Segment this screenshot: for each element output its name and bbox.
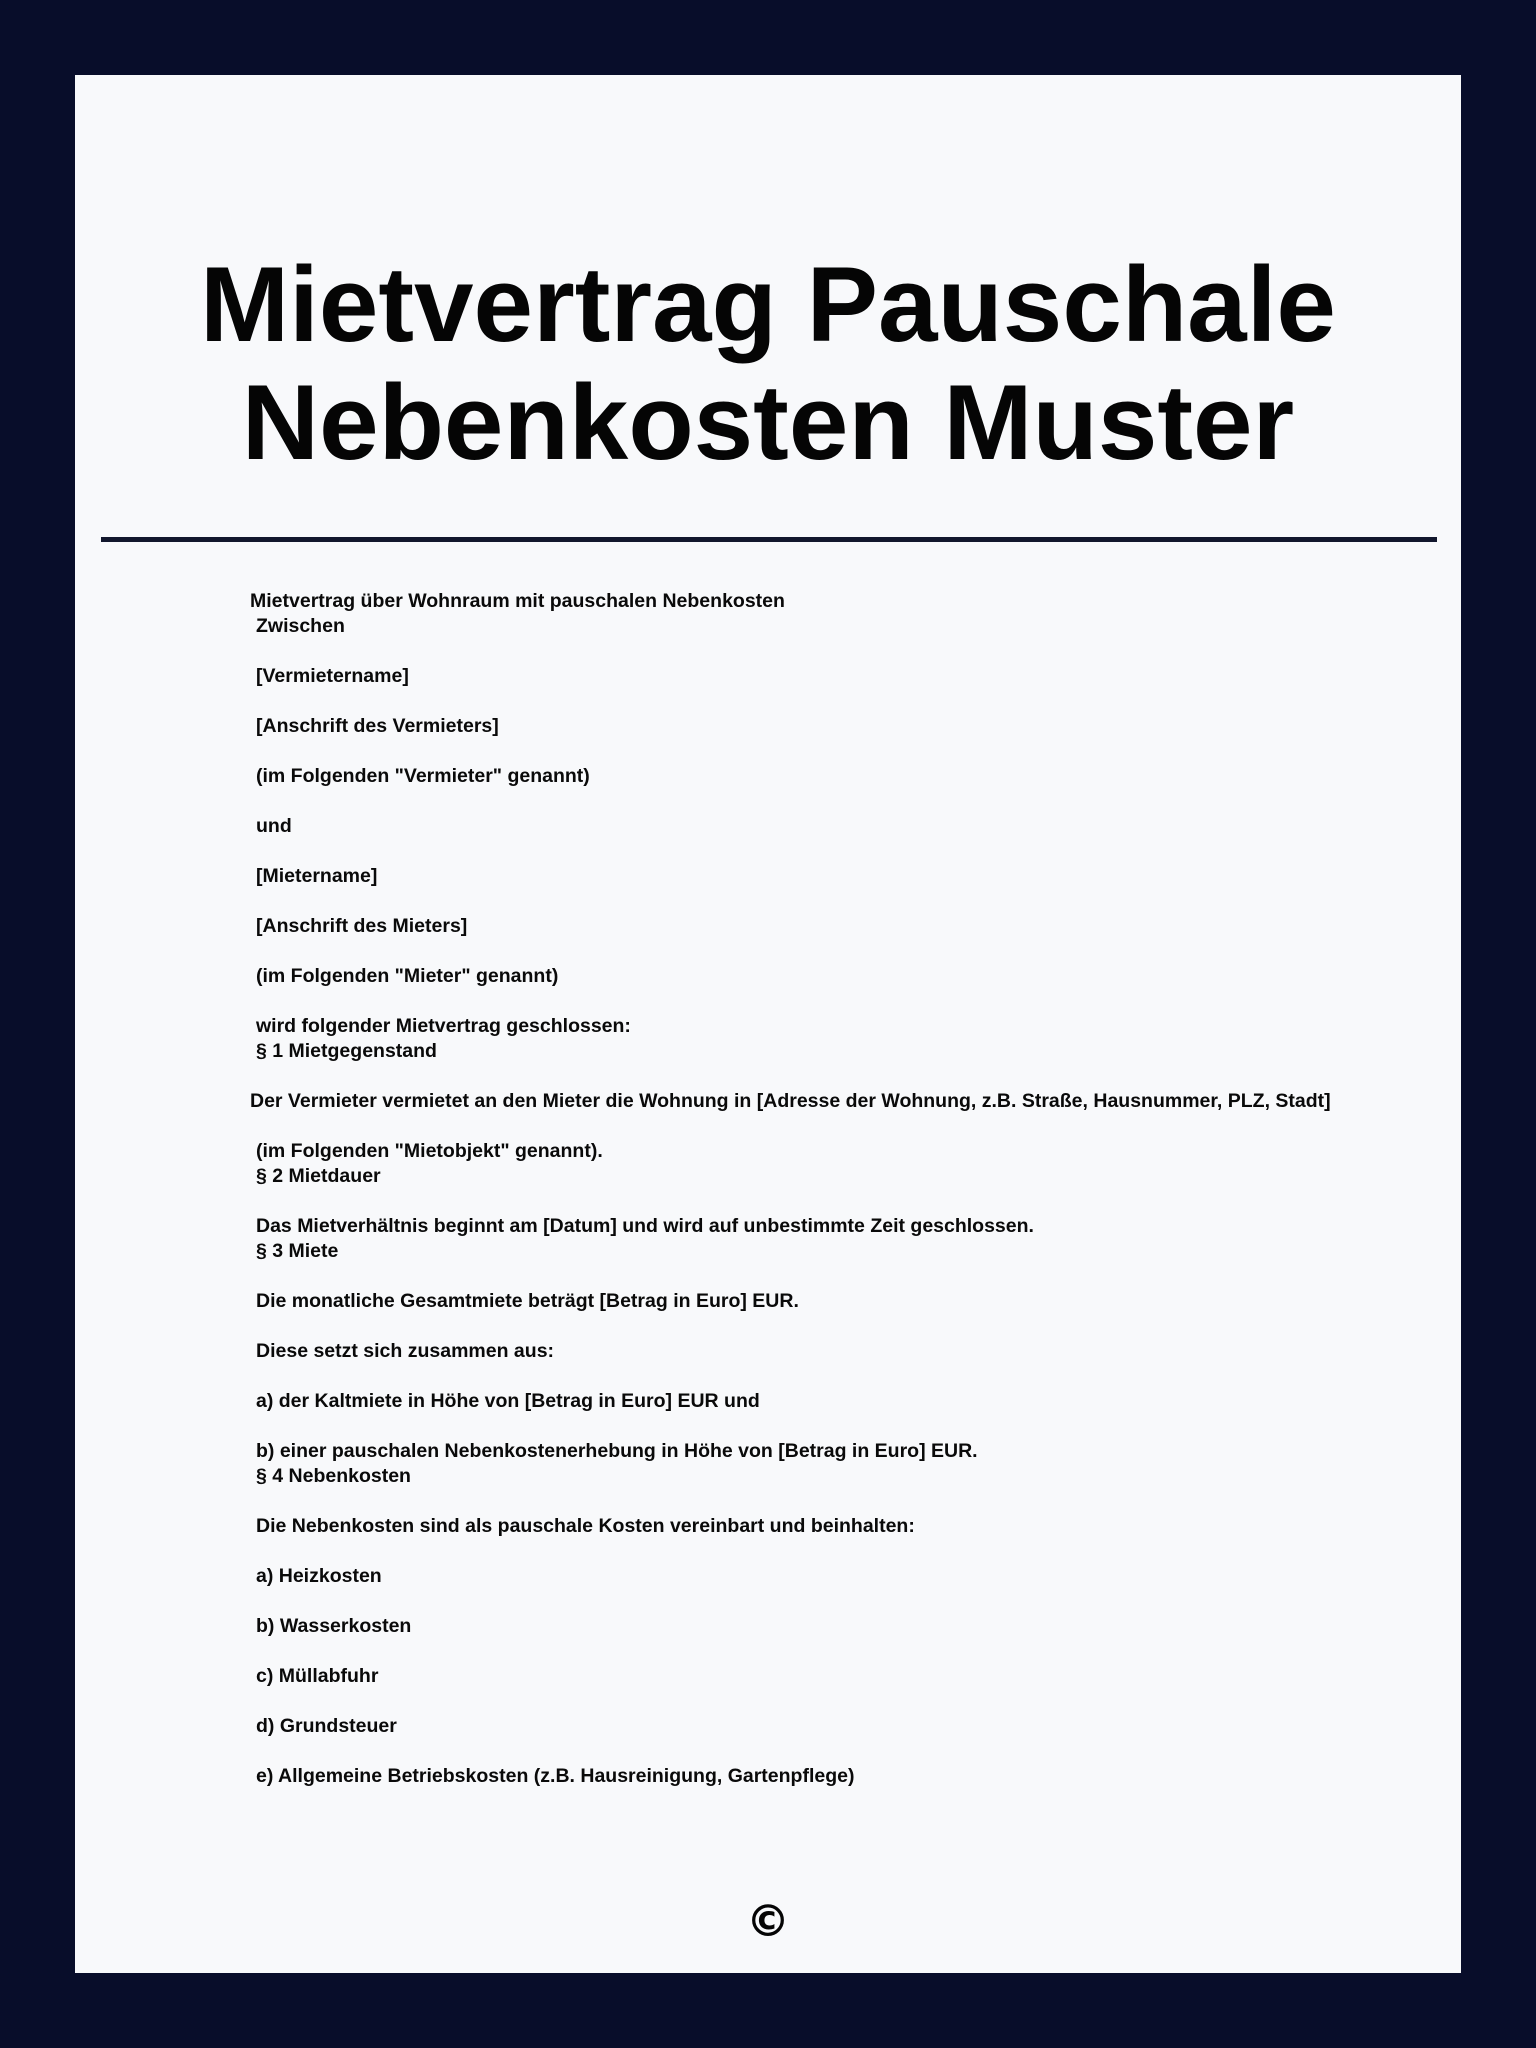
spacer	[250, 1414, 1350, 1439]
tenant-designation: (im Folgenden "Mieter" genannt)	[256, 965, 559, 987]
rental-object-designation: (im Folgenden "Mietobjekt" genannt).	[256, 1140, 603, 1162]
section-1-text: Der Vermieter vermietet an den Mieter die Wohnung in [Adresse der Wohnung, z.B. Straße, Hausnummer, PLZ, Stadt]	[250, 1090, 1331, 1112]
spacer	[250, 689, 1350, 714]
section-2-heading: § 2 Mietdauer	[256, 1165, 381, 1187]
document-title	[75, 245, 1461, 481]
landlord-name-placeholder: [Vermietername]	[256, 665, 409, 687]
section-4-item-b: b) Wasserkosten	[256, 1615, 412, 1637]
section-4-item-a: a) Heizkosten	[256, 1565, 382, 1587]
parties-conjunction: und	[256, 815, 292, 837]
section-2-text: Das Mietverhältnis beginnt am [Datum] und wird auf unbestimmte Zeit geschlossen.	[256, 1215, 1034, 1237]
copyright-icon: ©	[746, 1896, 790, 1947]
spacer	[250, 839, 1350, 864]
spacer	[250, 789, 1350, 814]
section-4-heading: § 4 Nebenkosten	[256, 1465, 411, 1487]
spacer	[250, 639, 1350, 664]
spacer	[250, 1489, 1350, 1514]
section-4-item-d: d) Grundsteuer	[256, 1715, 397, 1737]
section-3-composition: Diese setzt sich zusammen aus:	[256, 1340, 555, 1362]
contract-heading: Mietvertrag über Wohnraum mit pauschalen Nebenkosten	[250, 590, 785, 612]
spacer	[250, 1639, 1350, 1664]
spacer	[250, 1589, 1350, 1614]
contract-body	[250, 589, 1350, 1789]
document-page	[75, 75, 1461, 1973]
section-4-item-c: c) Müllabfuhr	[256, 1665, 379, 1687]
spacer	[250, 1264, 1350, 1289]
section-4-text: Die Nebenkosten sind als pauschale Kosten vereinbart und beinhalten:	[256, 1515, 915, 1537]
spacer	[250, 1539, 1350, 1564]
section-1-heading: § 1 Mietgegenstand	[256, 1040, 437, 1062]
spacer	[250, 1364, 1350, 1389]
section-3-total-rent: Die monatliche Gesamtmiete beträgt [Betrag in Euro] EUR.	[256, 1290, 799, 1312]
spacer	[250, 889, 1350, 914]
spacer	[250, 1689, 1350, 1714]
spacer	[250, 1064, 1350, 1089]
spacer	[250, 739, 1350, 764]
spacer	[250, 1114, 1350, 1139]
title-line-1: Mietvertrag Pauschale	[200, 244, 1336, 364]
spacer	[250, 1189, 1350, 1214]
landlord-address-placeholder: [Anschrift des Vermieters]	[256, 715, 499, 737]
contract-conclusion: wird folgender Mietvertrag geschlossen:	[256, 1015, 631, 1037]
section-3-heading: § 3 Miete	[256, 1240, 339, 1262]
tenant-address-placeholder: [Anschrift des Mieters]	[256, 915, 468, 937]
spacer	[250, 989, 1350, 1014]
spacer	[250, 939, 1350, 964]
landlord-designation: (im Folgenden "Vermieter" genannt)	[256, 765, 590, 787]
title-divider	[101, 537, 1437, 542]
spacer	[250, 1314, 1350, 1339]
title-line-2: Nebenkosten Muster	[241, 362, 1295, 482]
spacer	[250, 1739, 1350, 1764]
section-3-item-a: a) der Kaltmiete in Höhe von [Betrag in Euro] EUR und	[256, 1390, 760, 1412]
tenant-name-placeholder: [Mietername]	[256, 865, 378, 887]
section-4-item-e: e) Allgemeine Betriebskosten (z.B. Hausreinigung, Gartenpflege)	[256, 1765, 855, 1787]
section-3-item-b: b) einer pauschalen Nebenkostenerhebung in Höhe von [Betrag in Euro] EUR.	[256, 1440, 978, 1462]
parties-intro: Zwischen	[256, 615, 345, 637]
